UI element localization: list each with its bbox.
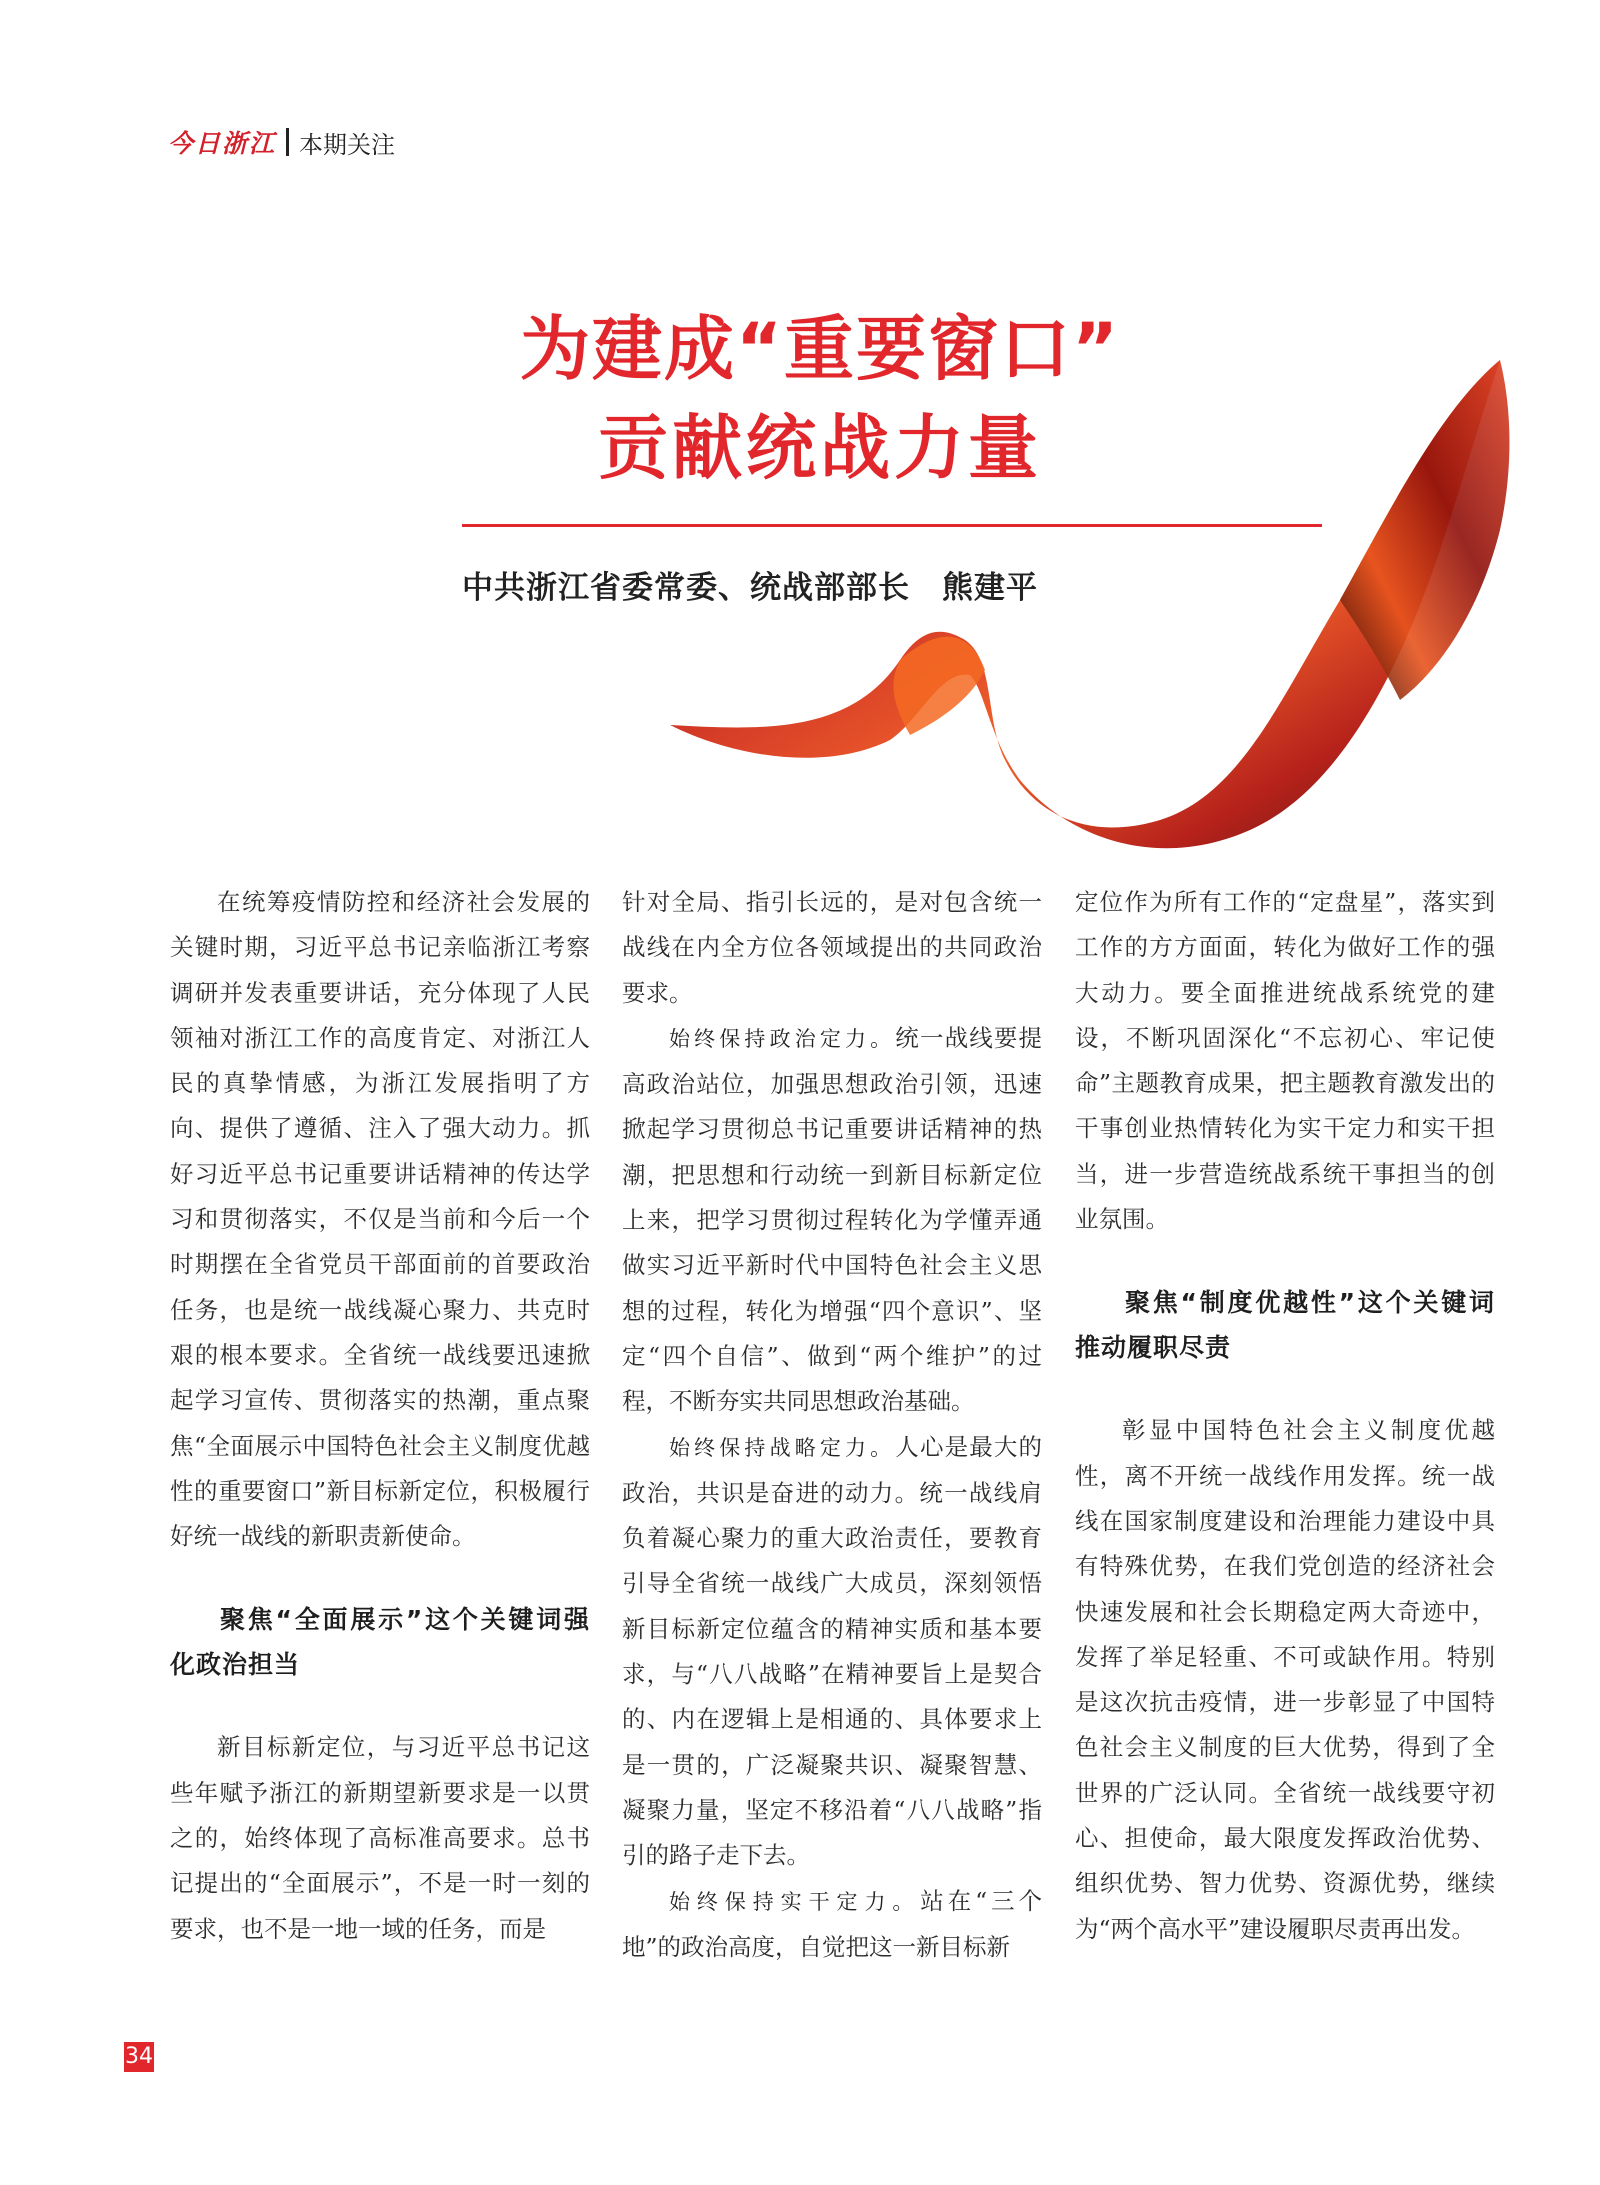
paragraph-lead: 始终保持实干定力。 [669,1889,921,1914]
title-rule [462,524,1322,527]
article-title [440,305,1200,503]
paragraph-body: 站在“三个地”的政治高度，自觉把这一新目标新 [622,1886,1042,1961]
paragraph: 针对全局、指引长远的，是对包含统一战线在内全方位各领域提出的共同政治要求。 [622,888,1042,1007]
paragraph: 在统筹疫情防控和经济社会发展的关键时期，习近平总书记亲临浙江考察调研并发表重要讲话，充分体现了人民领袖对浙江工作的高度肯定、对浙江人民的真挚情感，为浙江发展指明了方向、提供了遵循、注入了强大动力。抓好习近平总书记重要讲话精神的传达学习和贯彻落实，不仅是当前和今后一个时期摆在全省党员干部面前的首要政治任务，也是统一战线凝心聚力、共克时艰的根本要求。全省统一战线要迅速掀起学习宣传、贯彻落实的热潮，重点聚焦“全面展示中国特色社会主义制度优越性的重要窗口”新目标新定位，积极履行好统一战线的新职责新使命。 [170,888,590,1551]
paragraph [622,1016,1042,1425]
section-heading: 聚焦“全面展示”这个关键词强化政治担当 [170,1605,590,1680]
magazine-logo: 今日浙江 [168,129,277,158]
paragraph-body: 人心是最大的政治，共识是奋进的动力。统一战线肩负着凝心聚力的重大政治责任，要教育引导全省统一战线广大成员，深刻领悟新目标新定位蕴含的精神实质和基本要求，与“八八战略”在精神要旨上是契合的、内在逻辑上是相通的、具体要求上是一贯的，广泛凝聚共识、凝聚智慧、凝聚力量，坚定不移沿着“八八战略”指引的路子走下去。 [622,1432,1043,1870]
paragraph-lead: 始终保持战略定力。 [669,1435,896,1460]
title-line-2: 贡献统战力量 [598,407,1042,489]
paragraph-lead: 始终保持政治定力。 [669,1026,896,1051]
column-3 [1075,880,1495,1952]
page-number: 34 [124,2042,154,2072]
paragraph: 定位作为所有工作的“定盘星”，落实到工作的方方面面，转化为做好工作的强大动力。要全面推进统战系统党的建设，不断巩固深化“不忘初心、牢记使命”主题教育成果，把主题教育激发出的干事创业热情转化为实干定力和实干担当，进一步营造统战系统干事担当的创业氛围。 [1075,888,1495,1234]
column-1 [170,880,590,1952]
page-header [168,124,395,160]
title-line-1: 为建成“重要窗口” [519,308,1120,390]
paragraph [622,1879,1042,1971]
header-divider [286,128,289,156]
section-heading: 聚焦“制度优越性”这个关键词推动履职尽责 [1075,1288,1495,1363]
section-label: 本期关注 [299,130,396,159]
paragraph: 彰显中国特色社会主义制度优越性，离不开统一战线作用发挥。统一战线在国家制度建设和治理能力建设中具有特殊优势，在我们党创造的经济社会快速发展和社会长期稳定两大奇迹中，发挥了举足轻重、不可或缺作用。特别是这次抗击疫情，进一步彰显了中国特色社会主义制度的巨大优势，得到了全世界的广泛认同。全省统一战线要守初心、担使命，最大限度发挥政治优势、组织优势、智力优势、资源优势，继续为“两个高水平”建设履职尽责再出发。 [1075,1416,1495,1943]
paragraph-body: 统一战线要提高政治站位，加强思想政治引领，迅速掀起学习贯彻总书记重要讲话精神的热潮，把思想和行动统一到新目标新定位上来，把学习贯彻过程转化为学懂弄通做实习近平新时代中国特色社会主义思想的过程，转化为增强“四个意识”、坚定“四个自信”、做到“两个维护”的过程，不断夯实共同思想政治基础。 [622,1023,1043,1416]
paragraph [622,1425,1042,1879]
article-author: 中共浙江省委常委、统战部部长 熊建平 [462,570,1038,606]
column-2 [622,880,1042,1970]
paragraph: 新目标新定位，与习近平总书记这些年赋予浙江的新期望新要求是一以贯之的，始终体现了高标准高要求。总书记提出的“全面展示”，不是一时一刻的要求，也不是一地一域的任务，而是 [170,1733,590,1943]
